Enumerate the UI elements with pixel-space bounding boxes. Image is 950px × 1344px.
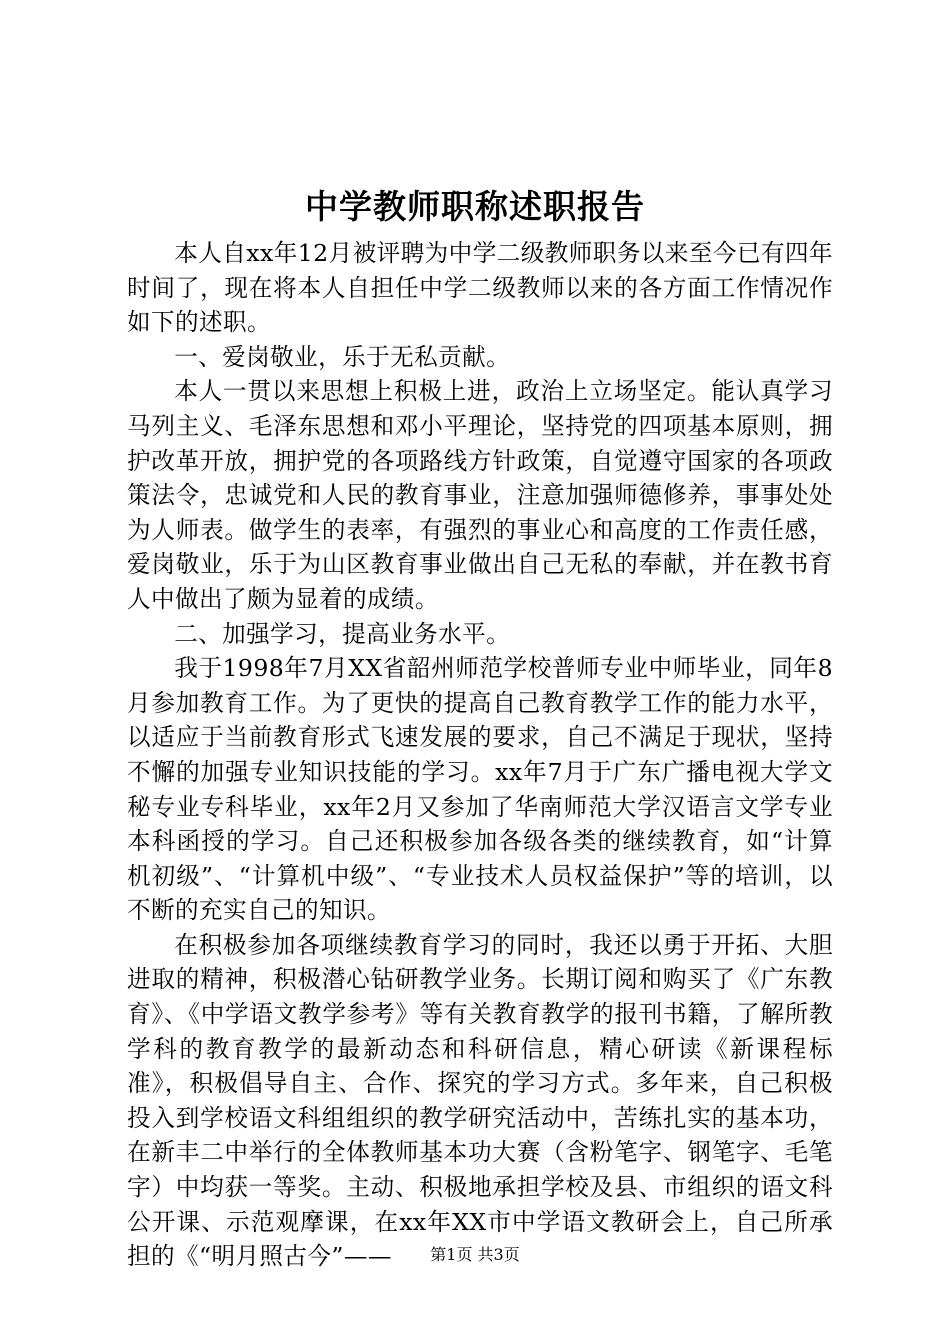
document-title: 中学教师职称述职报告 xyxy=(305,187,645,226)
section-2-paragraph-2: 在积极参加各项继续教育学习的同时，我还以勇于开拓、大胆进取的精神，积极潜心钻研教学业务。长期订阅和购买了《广东教育》、《中学语文教学参考》等有关教育教学的报刊书籍，了解所教学科的教育教学的最新动态和科研信息，精心研读《新课程标准》，积极倡导自主、合作、探究的学习方式。多年来，自己积极投入到学校语文科组组织的教学研究活动中，苦练扎实的基本功，在新丰二中举行的全体教师基本功大赛（含粉笔字、钢笔字、毛笔字）中均获一等奖。主动、积极地承担学校及县、市组织的语文科公开课、示范观摩课，在xx年XX市中学语文教研会上，自己所承担的《“明月照古今”—— xyxy=(127,930,833,1271)
page-number: 第1页 共3页 xyxy=(430,1245,520,1264)
section-2-paragraph-1: 我于1998年7月XX省韶州师范学校普师专业中师毕业，同年8月参加教育工作。为了更快的提高自己教育教学工作的能力水平，以适应于当前教育形式飞速发展的要求，自己不满足于现状，坚持不懈的加强专业知识技能的学习。xx年7月于广东广播电视大学文秘专业专科毕业，xx年2月又参加了华南师范大学汉语言文学专业本科函授的学习。自己还积极参加各级各类的继续教育，如“计算机初级”、“计算机中级”、“专业技术人员权益保护”等的培训，以不断的充实自己的知识。 xyxy=(127,654,833,925)
section-1-paragraph: 本人一贯以来思想上积极上进，政治上立场坚定。能认真学习马列主义、毛泽东思想和邓小平理论，坚持党的四项基本原则，拥护改革开放，拥护党的各项路线方针政策，自觉遵守国家的各项政策法令，忠诚党和人民的教育事业，注意加强师德修养，事事处处为人师表。做学生的表率，有强烈的事业心和高度的工作责任感，爱岗敬业，乐于为山区教育事业做出自己无私的奉献，并在教书育人中做出了颇为显着的成绩。 xyxy=(127,377,833,613)
section-heading-2: 二、加强学习，提高业务水平。 xyxy=(174,619,511,648)
document-body xyxy=(127,236,833,1274)
intro-paragraph: 本人自xx年12月被评聘为中学二级教师职务以来至今已有四年时间了，现在将本人自担任中学二级教师以来的各方面工作情况作如下的述职。 xyxy=(127,239,833,337)
section-heading-1: 一、爱岗敬业，乐于无私贡献。 xyxy=(174,342,511,371)
